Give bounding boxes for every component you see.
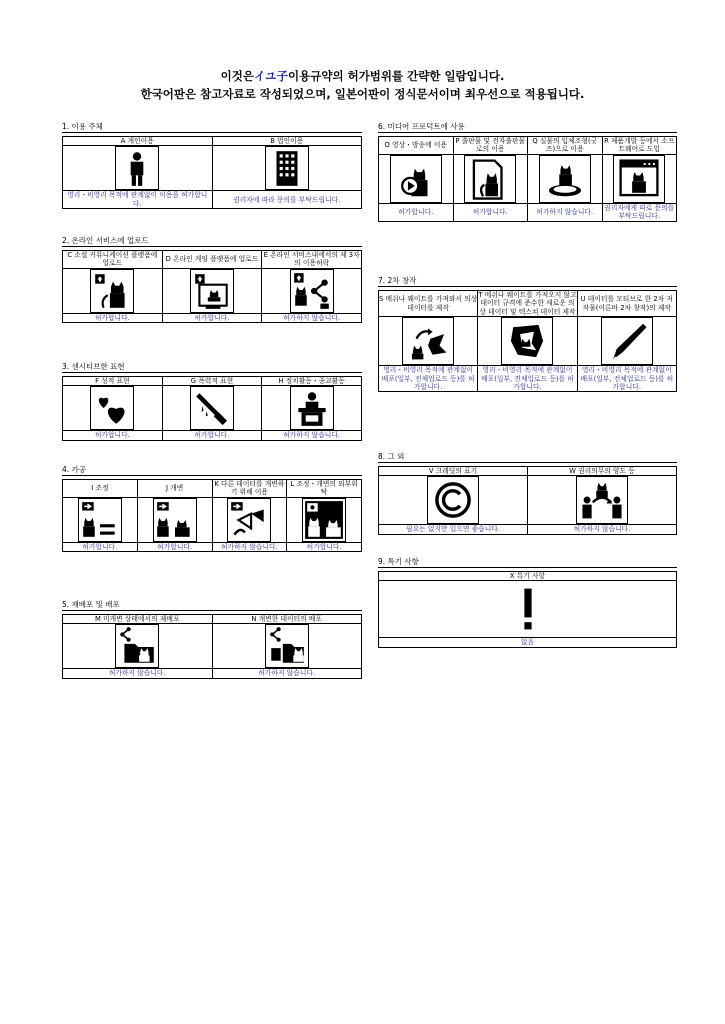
sensitive-expression-table: [62, 376, 362, 441]
item-label: Q 실물의 입체조형(굿즈)으로 이용: [528, 137, 603, 155]
item-result: 허가합니다.: [379, 203, 454, 221]
item-result: 허가합니다.: [287, 542, 362, 551]
copyright-icon: [427, 476, 479, 524]
item-result: 허가합니다.: [453, 203, 528, 221]
adjust-icon: [78, 498, 122, 542]
section-heading: 5. 재배포 및 배포: [62, 600, 362, 611]
person-icon: [115, 146, 159, 190]
outsource-icon: [302, 498, 346, 542]
title-character-name: イユ子: [253, 69, 289, 83]
others-table: [378, 466, 677, 535]
section-special-notes: [378, 557, 677, 648]
transfer-icon: [227, 498, 271, 542]
item-label: C 소셜 커뮤니케이션 플랫폼에 업로드: [63, 251, 163, 269]
new-costume-icon: [501, 317, 553, 365]
share-cat-icon: [290, 269, 334, 313]
mesh-costume-icon: [402, 317, 454, 365]
item-result: 허가합니다.: [63, 431, 163, 440]
video-icon: [390, 155, 442, 203]
item-result: 허가합니다.: [162, 313, 262, 322]
item-label: K 다른 데이터를 개변하기 위해 이용: [212, 480, 287, 498]
item-label: J 개변: [137, 480, 212, 498]
processing-table: [62, 479, 362, 552]
item-label: B 법인이용: [212, 137, 362, 146]
podium-icon: [290, 386, 334, 430]
upload-game-icon: [190, 269, 234, 313]
item-label: F 성적 표현: [63, 377, 163, 386]
software-icon: [613, 155, 665, 203]
item-result: 영리・비영리 목적에 관계없이 배포(일부, 전체업로드 등)를 허가합니다.: [577, 366, 676, 392]
section-heading: 3. 센시티브한 표현: [62, 362, 362, 373]
item-result: 허가하지 않습니다.: [528, 203, 603, 221]
item-result: 필요는 없지만 있으면 좋습니다.: [379, 525, 528, 534]
item-label: V 크레딧의 표기: [379, 467, 528, 476]
section-heading: 1. 이용 주체: [62, 122, 362, 133]
section-sensitive-expression: [62, 362, 362, 441]
item-result: 권리자에 따라 문의를 부탁드립니다.: [212, 191, 362, 209]
item-result: 허가하지 않습니다.: [212, 542, 287, 551]
distribute-modified-icon: [265, 624, 309, 668]
item-label: M 미개변 상태에서의 재배포: [63, 615, 213, 624]
section-usage-subject: [62, 122, 362, 209]
title-prefix: 이것은: [220, 69, 254, 83]
special-notes-table: [378, 571, 677, 648]
item-label: A 개인이용: [63, 137, 213, 146]
publication-icon: [464, 155, 516, 203]
section-heading: 7. 2차 창작: [378, 276, 677, 287]
title-suffix: 이용규약의 허가범위를 간략한 일람입니다.: [288, 69, 505, 83]
item-label: N 개변한 데이터의 배포: [212, 615, 362, 624]
item-label: L 조정・개변의 외부위탁: [287, 480, 362, 498]
redistribute-icon: [115, 624, 159, 668]
item-label: O 영상・방송에 이용: [379, 137, 454, 155]
section-heading: 9. 특기 사항: [378, 557, 677, 568]
item-label: R 제품개발 등에서 소프트웨어로 도입: [602, 137, 677, 155]
item-label: I 조정: [63, 480, 138, 498]
item-result: 허가하지 않습니다.: [262, 431, 362, 440]
item-label: S 메쉬나 웨이트를 가져와서 의상 데이터를 제작: [379, 291, 478, 317]
title-line-2: 한국어판은 참고자료로 작성되었으며, 일본어판이 정식문서이며 최우선으로 적용됩니다.: [140, 87, 585, 101]
derivative-works-table: [378, 290, 677, 392]
title-line-1: [0, 68, 725, 84]
item-label: E 온라인 서비스내에서의 제 3자의 이용허락: [263, 251, 360, 268]
hearts-icon: [90, 386, 134, 430]
upload-cat-icon: [90, 269, 134, 313]
item-result: 권리자에게 따로 문의를 부탁드립니다.: [602, 203, 677, 221]
item-result: 허가하지 않습니다.: [63, 669, 213, 678]
item-label: T 메쉬나 웨이트를 가져오지 않고 데이터 규격에 준수한 새로운 의상 데이터 및 텍스쳐 데이터 제작: [478, 291, 577, 316]
section-heading: 4. 가공: [62, 465, 362, 476]
item-result: 허가합니다.: [162, 431, 262, 440]
building-icon: [265, 146, 309, 190]
item-label: X 특기 사항: [379, 572, 677, 581]
item-label: H 정치활동・종교활동: [262, 377, 362, 386]
media-products-table: [378, 136, 677, 222]
transfer-rights-icon: [576, 476, 628, 524]
section-heading: 6. 미디어 프로덕트에 사용: [378, 122, 677, 133]
item-label: G 폭력적 표현: [162, 377, 262, 386]
item-result: 영리・비영리 목적에 관계없이 이용을 허가합니다.: [63, 191, 213, 209]
usage-subject-table: [62, 136, 362, 209]
item-result: 허가합니다.: [63, 313, 163, 322]
section-redistribution: [62, 600, 362, 679]
item-result: 영리・비영리 목적에 관계없이 배포(일부, 전체업로드 등)를 허가합니다.: [478, 366, 577, 392]
item-label: U 데이터를 모티브로 한 2차 저작물(이른바 2차 창작)의 제작: [577, 291, 676, 317]
item-result: 허가합니다.: [137, 542, 212, 551]
redistribution-table: [62, 614, 362, 679]
section-online-upload: [62, 236, 362, 323]
pen-icon: [601, 317, 653, 365]
item-label: W 권리의무의 양도 등: [528, 467, 677, 476]
section-processing: [62, 465, 362, 552]
exclamation-icon: [502, 585, 554, 633]
section-media-products: [378, 122, 677, 222]
section-others: [378, 452, 677, 535]
figure-icon: [539, 155, 591, 203]
section-derivative-works: [378, 276, 677, 392]
section-heading: 2. 온라인 서비스에 업로드: [62, 236, 362, 247]
section-heading: 8. 그 외: [378, 452, 677, 463]
online-upload-table: [62, 250, 362, 323]
item-result: 허가하지 않습니다.: [212, 669, 362, 678]
item-label: D 온라인 게임 플랫폼에 업로드: [162, 251, 262, 269]
item-result: 영리・비영리 목적에 관계없이 배포(일부, 전체업로드 등)를 허가합니다.: [379, 366, 478, 392]
knife-icon: [190, 386, 234, 430]
item-result: 허가하지 않습니다.: [528, 525, 677, 534]
item-label: P 출판물 및 전자출판물로의 이용: [453, 137, 528, 155]
item-result: 허가합니다.: [63, 542, 138, 551]
item-result: 허가하지 않습니다.: [262, 313, 362, 322]
item-result: 없음: [379, 638, 677, 647]
modify-icon: [153, 498, 197, 542]
